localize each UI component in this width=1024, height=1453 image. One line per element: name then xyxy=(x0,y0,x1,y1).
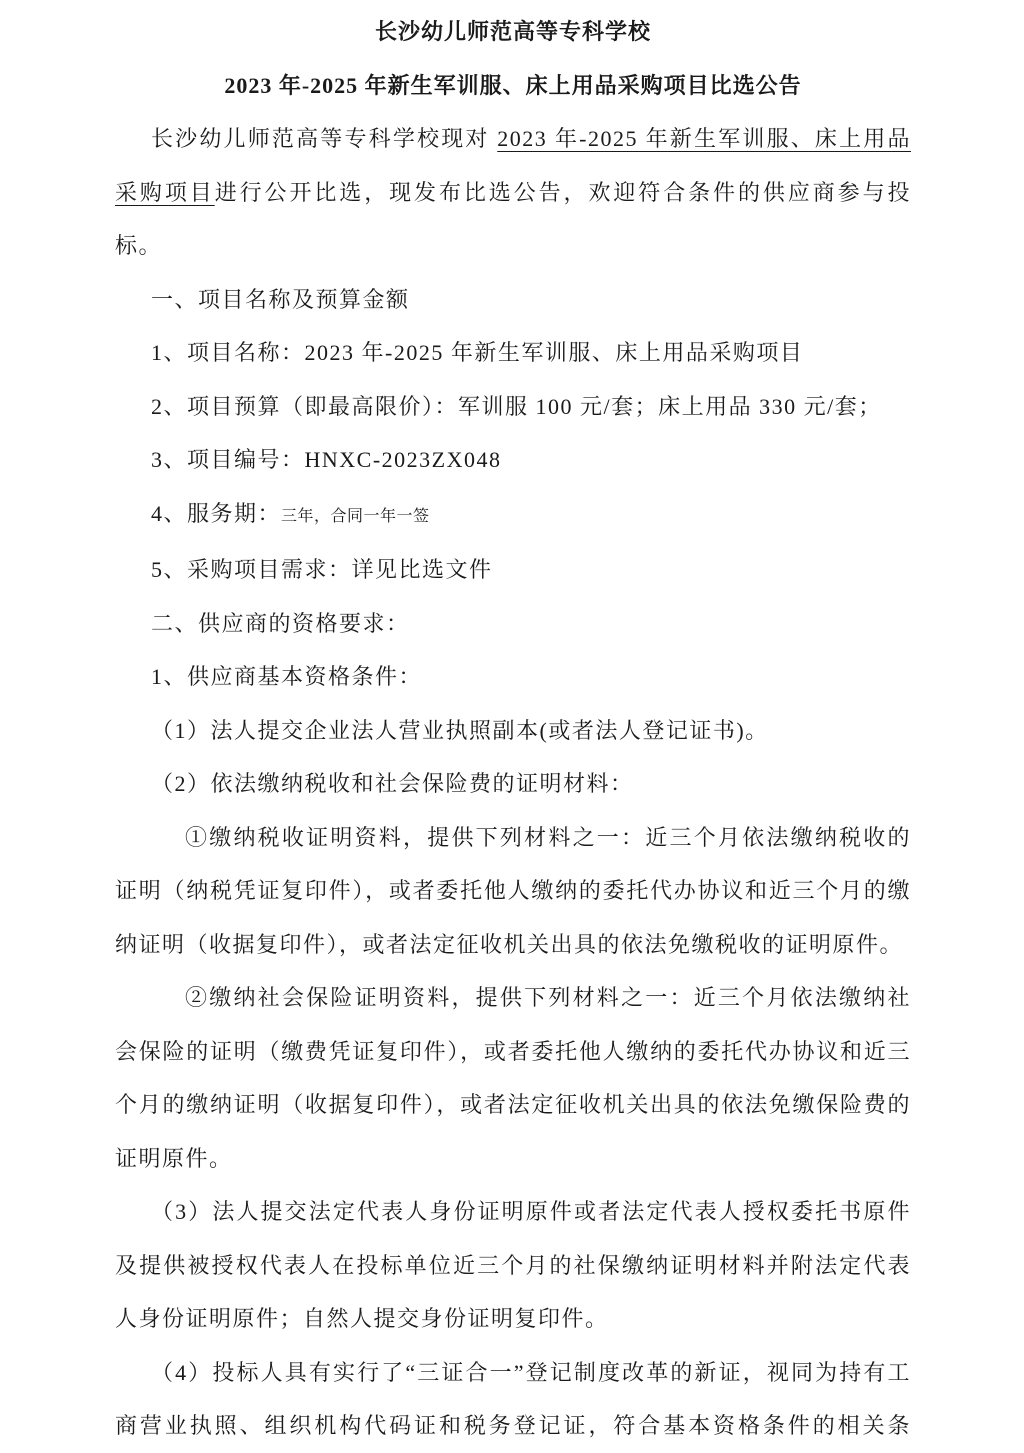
para-social-insurance-proof: ②缴纳社会保险证明资料，提供下列材料之一：近三个月依法缴纳社会保险的证明（缴费凭证复印件），或者委托他人缴纳的委托代办协议和近三个月的缴纳证明（收据复印件），或者法定征收机关出具的依法免缴保险费的证明原件。 xyxy=(115,985,911,1171)
para-three-in-one-cert: （4）投标人具有实行了“三证合一”登记制度改革的新证，视同为持有工商营业执照、组织机构代码证和税务登记证，符合基本资格条件的相关条 xyxy=(115,1359,911,1438)
item-tax-social-insurance-heading: （2）依法缴纳税收和社会保险费的证明材料： xyxy=(151,771,634,796)
para-legal-representative-id: （3）法人提交法定代表人身份证明原件或者法定代表人授权委托书原件及提供被授权代表人在投标单位近三个月的社保缴纳证明材料并附法定代表人身份证明原件；自然人提交身份证明复印件。 xyxy=(115,1199,911,1331)
item-project-number: 3、项目编号：HNXC-2023ZX048 xyxy=(151,447,502,472)
service-period-note: 三年，合同一年一签 xyxy=(281,507,430,525)
notice-title: 2023 年-2025 年新生军训服、床上用品采购项目比选公告 xyxy=(224,72,802,98)
para-tax-payment-proof: ①缴纳税收证明资料，提供下列材料之一：近三个月依法缴纳税收的证明（纳税凭证复印件），或者委托他人缴纳的委托代办协议和近三个月的缴纳证明（收据复印件），或者法定征收机关出具的依法免缴税收的证明原件。 xyxy=(115,824,911,957)
intro-paragraph xyxy=(115,112,911,273)
intro-text-before: 长沙幼儿师范高等专科学校现对 xyxy=(151,126,498,151)
item-project-name: 1、项目名称：2023 年-2025 年新生军训服、床上用品采购项目 xyxy=(151,340,804,365)
section-2-heading: 二、供应商的资格要求： xyxy=(151,610,410,636)
intro-text-after: 进行公开比选，现发布比选公告，欢迎符合条件的供应商参与投标。 xyxy=(115,179,911,258)
item-procurement-requirements: 5、采购项目需求：详见比选文件 xyxy=(151,557,493,582)
section-1-heading: 一、项目名称及预算金额 xyxy=(151,286,410,312)
item-project-budget: 2、项目预算（即最高限价）：军训服 100 元/套；床上用品 330 元/套； xyxy=(151,393,882,419)
item-service-period xyxy=(115,487,911,544)
item-basic-qualifications-heading: 1、供应商基本资格条件： xyxy=(151,664,423,689)
project-name-underlined: 2023 年-2025 年新生军训服、床上用品采购项目 xyxy=(115,126,911,205)
school-title: 长沙幼儿师范高等专科学校 xyxy=(374,19,651,44)
service-period-label: 4、服务期： xyxy=(151,500,282,526)
item-business-license: （1）法人提交企业法人营业执照副本(或者法人登记证书)。 xyxy=(151,717,769,743)
